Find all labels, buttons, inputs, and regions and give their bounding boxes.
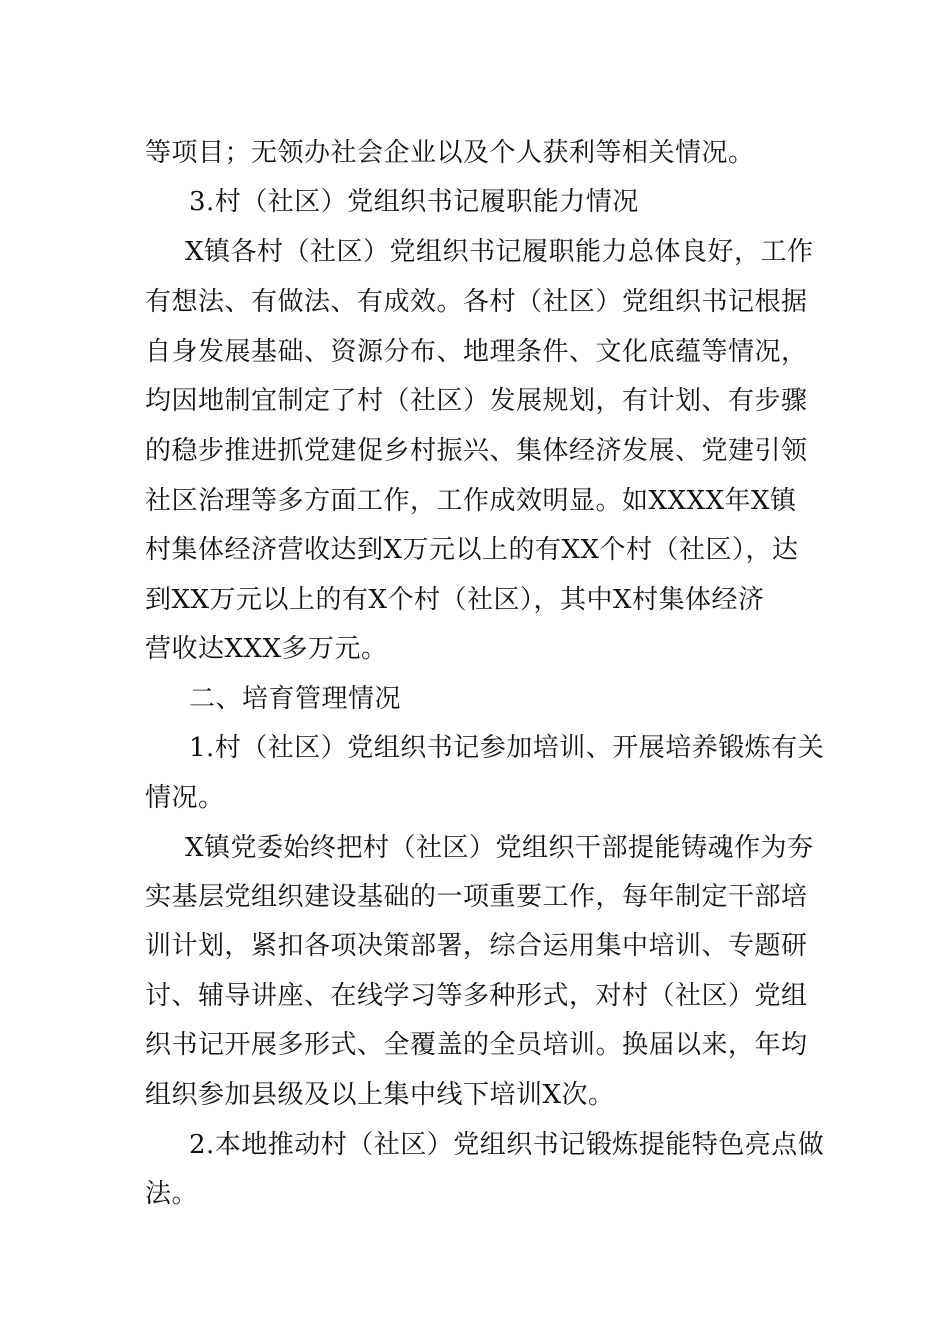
text-line: 织书记开展多形式、全覆盖的全员培训。换届以来，年均 bbox=[145, 1030, 808, 1060]
text-line: 法。 bbox=[145, 1179, 199, 1209]
text-line: 情况。 bbox=[145, 783, 225, 813]
text-line: 训计划，紧扣各项决策部署，综合运用集中培训、专题研 bbox=[145, 931, 808, 961]
text-line: 组织参加县级及以上集中线下培训X次。 bbox=[145, 1080, 615, 1110]
text-line: X镇各村（社区）党组织书记履职能力总体良好，工作 bbox=[185, 237, 814, 267]
section-heading-performance: 3.村（社区）党组织书记履职能力情况 bbox=[189, 187, 639, 217]
text-line: 均因地制宜制定了村（社区）发展规划，有计划、有步骤 bbox=[145, 386, 808, 416]
text-line: 社区治理等多方面工作，工作成效明显。如XXXX年X镇 bbox=[145, 486, 797, 516]
text-line: 村集体经济营收达到X万元以上的有XX个村（社区），达 bbox=[145, 535, 799, 565]
text-line: 自身发展基础、资源分布、地理条件、文化底蕴等情况， bbox=[145, 337, 808, 367]
text-line: 等项目；无领办社会企业以及个人获利等相关情况。 bbox=[145, 138, 755, 168]
text-line: 实基层党组织建设基础的一项重要工作，每年制定干部培 bbox=[145, 882, 808, 912]
text-line: 到XX万元以上的有X个村（社区），其中X村集体经济 bbox=[145, 585, 765, 615]
text-line: 讨、辅导讲座、在线学习等多种形式，对村（社区）党组 bbox=[145, 981, 808, 1011]
text-line: 营收达XXX多万元。 bbox=[145, 634, 388, 664]
text-line: 的稳步推进抓党建促乡村振兴、集体经济发展、党建引领 bbox=[145, 436, 808, 466]
text-line: X镇党委始终把村（社区）党组织干部提能铸魂作为夯 bbox=[185, 833, 814, 863]
subsection-heading-training: 1.村（社区）党组织书记参加培训、开展培养锻炼有关 bbox=[189, 733, 825, 763]
section-heading-training: 二、培育管理情况 bbox=[189, 684, 402, 714]
text-line: 有想法、有做法、有成效。各村（社区）党组织书记根据 bbox=[145, 287, 808, 317]
subsection-heading-local-practice: 2.本地推动村（社区）党组织书记锻炼提能特色亮点做 bbox=[189, 1130, 825, 1160]
